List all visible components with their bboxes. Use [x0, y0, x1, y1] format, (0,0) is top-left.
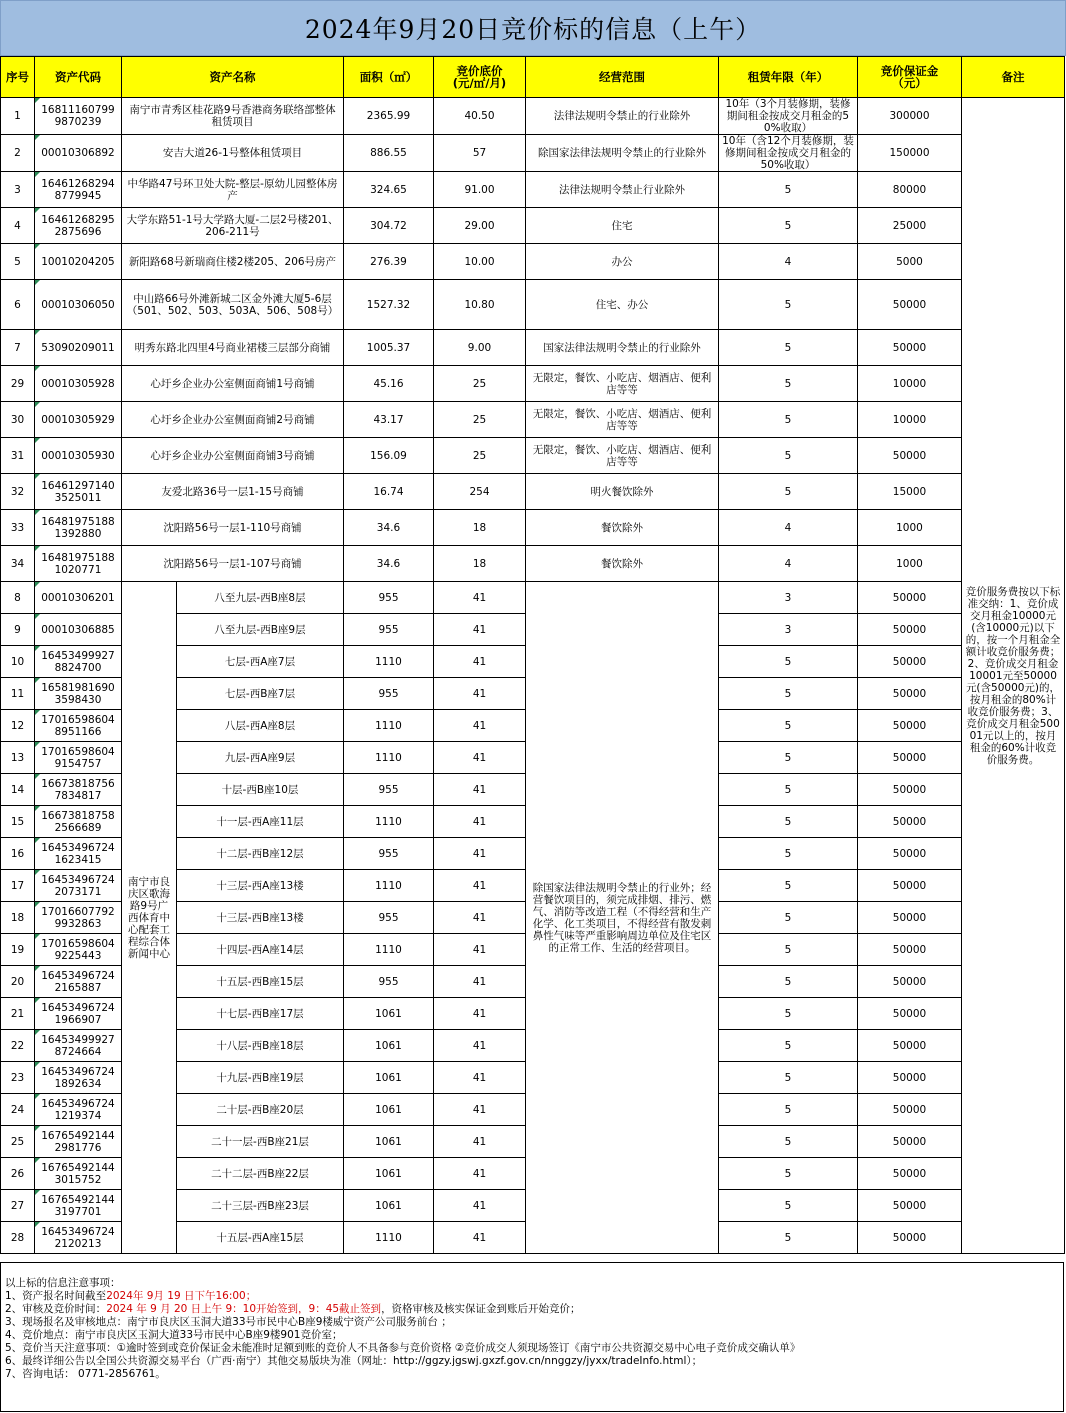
reserve-price: 25: [434, 366, 526, 402]
asset-area: 1110: [344, 646, 434, 678]
asset-name: 友爱北路36号一层1-15号商铺: [122, 474, 344, 510]
reserve-price: 41: [434, 678, 526, 710]
reserve-price: 254: [434, 474, 526, 510]
table-row: [1, 135, 1065, 172]
lease-term: 5: [719, 742, 858, 774]
reserve-price: 41: [434, 966, 526, 998]
lease-term: 5: [719, 838, 858, 870]
asset-sub-name: 十九层-西B座19层: [177, 1062, 344, 1094]
note-4: 4、竞价地点：南宁市良庆区玉洞大道33号市民中心B座9楼901竞价室；: [5, 1329, 343, 1341]
asset-code: 170165986049154757: [35, 742, 122, 774]
sheet-title: 2024年9月20日竞价标的信息（上午）: [0, 0, 1066, 56]
row-no: 15: [1, 806, 35, 838]
deposit: 50000: [858, 614, 962, 646]
lease-term: 5: [719, 998, 858, 1030]
asset-area: 1110: [344, 806, 434, 838]
deposit: 50000: [858, 998, 962, 1030]
header-row: [1, 57, 1065, 98]
asset-code: 00010306892: [35, 135, 122, 172]
table-row: [1, 438, 1065, 474]
asset-area: 1110: [344, 934, 434, 966]
asset-area: 955: [344, 774, 434, 806]
asset-name: 新阳路68号新瑞商住楼2楼205、206号房产: [122, 244, 344, 280]
table-row: [1, 366, 1065, 402]
asset-code: 167654921443015752: [35, 1158, 122, 1190]
note-2-time: 2024 年 9 月 20 日上午 9：10开始签到，9：45截止签到: [106, 1303, 382, 1315]
lease-term: 5: [719, 806, 858, 838]
deposit: 50000: [858, 280, 962, 330]
asset-code: 164534999278824700: [35, 646, 122, 678]
asset-name: 大学东路51-1号大学路大厦-二层2号楼201、206-211号: [122, 208, 344, 244]
table-row: [1, 402, 1065, 438]
col-header-price: [434, 57, 526, 98]
asset-area: 1110: [344, 870, 434, 902]
asset-code: 166738187582566689: [35, 806, 122, 838]
row-no: 30: [1, 402, 35, 438]
reserve-price: 57: [434, 135, 526, 172]
note-2-text: 2、审核及竞价时间：: [5, 1303, 107, 1315]
reserve-price: 41: [434, 1190, 526, 1222]
asset-code: 00010305930: [35, 438, 122, 474]
asset-area: 955: [344, 902, 434, 934]
business-scope: 明火餐饮除外: [526, 474, 719, 510]
asset-sub-name: 二十二层-西B座22层: [177, 1158, 344, 1190]
reserve-price: 18: [434, 510, 526, 546]
table-row: [1, 280, 1065, 330]
table-row: [1, 244, 1065, 280]
lease-term: 5: [719, 1158, 858, 1190]
lease-term: 5: [719, 870, 858, 902]
asset-area: 276.39: [344, 244, 434, 280]
business-scope: 办公: [526, 244, 719, 280]
asset-sub-name: 二十层-西B座20层: [177, 1094, 344, 1126]
table-row: [1, 474, 1065, 510]
row-no: 2: [1, 135, 35, 172]
table-row: [1, 98, 1065, 135]
asset-code: 164534967242073171: [35, 870, 122, 902]
row-no: 10: [1, 646, 35, 678]
asset-area: 955: [344, 678, 434, 710]
reserve-price: 41: [434, 614, 526, 646]
asset-area: 955: [344, 838, 434, 870]
note-6: 6、最终详细公告以全国公共资源交易平台（广西·南宁）其他交易版块为准（网址：http://ggzy.jgswj.gxzf.gov.cn/nnggzy/jyxx/tradeInfo.html）；: [5, 1355, 703, 1367]
group-asset-name: 南宁市良庆区歌海路9号广西体育中心配套工程综合体新闻中心: [122, 582, 177, 1254]
deposit: 25000: [858, 208, 962, 244]
deposit: 10000: [858, 366, 962, 402]
asset-sub-name: 十二层-西B座12层: [177, 838, 344, 870]
asset-code: 167654921443197701: [35, 1190, 122, 1222]
lease-term: 5: [719, 1190, 858, 1222]
business-scope: 法律法规明令禁止的行业除外: [526, 98, 719, 135]
lease-term: 4: [719, 546, 858, 582]
table-row: [1, 208, 1065, 244]
lease-term: 5: [719, 678, 858, 710]
row-no: 25: [1, 1126, 35, 1158]
lease-term: 5: [719, 330, 858, 366]
asset-sub-name: 十五层-西B座15层: [177, 966, 344, 998]
deposit: 50000: [858, 1222, 962, 1254]
reserve-price: 40.50: [434, 98, 526, 135]
asset-name: 心圩乡企业办公室侧面商铺3号商铺: [122, 438, 344, 474]
asset-name: 心圩乡企业办公室侧面商铺1号商铺: [122, 366, 344, 402]
asset-area: 156.09: [344, 438, 434, 474]
asset-area: 43.17: [344, 402, 434, 438]
deposit: 150000: [858, 135, 962, 172]
note-1: [5, 1290, 1063, 1303]
asset-sub-name: 十一层-西A座11层: [177, 806, 344, 838]
asset-area: 955: [344, 966, 434, 998]
asset-code: 165819816903598430: [35, 678, 122, 710]
asset-code: 164612971403525011: [35, 474, 122, 510]
asset-code: 164534967242165887: [35, 966, 122, 998]
deposit: 50000: [858, 1030, 962, 1062]
reserve-price: 41: [434, 998, 526, 1030]
asset-code: 164612682948779945: [35, 172, 122, 208]
row-no: 12: [1, 710, 35, 742]
asset-area: 955: [344, 614, 434, 646]
reserve-price: 41: [434, 1222, 526, 1254]
asset-sub-name: 十三层-西B座13楼: [177, 902, 344, 934]
reserve-price: 18: [434, 546, 526, 582]
asset-sub-name: 十五层-西A座15层: [177, 1222, 344, 1254]
col-header-area: 面积（㎡）: [344, 57, 434, 98]
deposit-header-line1: 竞价保证金: [880, 64, 939, 78]
asset-name: 沈阳路56号一层1-110号商铺: [122, 510, 344, 546]
asset-code: 00010305928: [35, 366, 122, 402]
deposit: 50000: [858, 774, 962, 806]
row-no: 8: [1, 582, 35, 614]
row-no: 33: [1, 510, 35, 546]
table-row: [1, 510, 1065, 546]
business-scope: 无限定，餐饮、小吃店、烟酒店、便利店等等: [526, 402, 719, 438]
asset-name: 中山路66号外滩新城二区金外滩大厦5-6层（501、502、503、503A、506、508号）: [122, 280, 344, 330]
business-scope: 法律法规明令禁止行业除外: [526, 172, 719, 208]
row-no: 16: [1, 838, 35, 870]
asset-area: 1061: [344, 1030, 434, 1062]
business-scope: 住宅: [526, 208, 719, 244]
asset-area: 34.6: [344, 546, 434, 582]
asset-code: 10010204205: [35, 244, 122, 280]
lease-term: 4: [719, 510, 858, 546]
row-no: 34: [1, 546, 35, 582]
asset-area: 324.65: [344, 172, 434, 208]
business-scope: 无限定，餐饮、小吃店、烟酒店、便利店等等: [526, 366, 719, 402]
reserve-price: 41: [434, 806, 526, 838]
col-header-name: 资产名称: [122, 57, 344, 98]
lease-term: 10年（含12个月装修期，装修期间租金按成交月租金的50%收取）: [719, 135, 858, 172]
deposit: 50000: [858, 438, 962, 474]
reserve-price: 41: [434, 582, 526, 614]
asset-area: 1005.37: [344, 330, 434, 366]
business-scope: 除国家法律法规明令禁止的行业除外: [526, 135, 719, 172]
col-header-scope: 经营范围: [526, 57, 719, 98]
remark-cell: 竞价服务费按以下标准交纳：1、竞价成交月租金10000元(含10000元)以下的，按一个月租金全额计收竞价服务费；2、竞价成交月租金10001元至50000元(含50000元)的，按月租金的80%计收竞价服务费；3、竞价成交月租金50001元以上的，按月租金的60%计收竞价服务费。: [962, 98, 1065, 1254]
asset-area: 304.72: [344, 208, 434, 244]
col-header-deposit: [858, 57, 962, 98]
col-header-code: 资产代码: [35, 57, 122, 98]
deposit: 300000: [858, 98, 962, 135]
asset-code: 00010306201: [35, 582, 122, 614]
row-no: 1: [1, 98, 35, 135]
asset-sub-name: 十七层-西B座17层: [177, 998, 344, 1030]
asset-code: 164534967242120213: [35, 1222, 122, 1254]
deposit: 15000: [858, 474, 962, 510]
reserve-price: 41: [434, 1062, 526, 1094]
deposit: 80000: [858, 172, 962, 208]
lease-term: 5: [719, 474, 858, 510]
deposit: 50000: [858, 330, 962, 366]
asset-code: 164534967241892634: [35, 1062, 122, 1094]
lease-term: 5: [719, 646, 858, 678]
reserve-price: 41: [434, 774, 526, 806]
reserve-price: 41: [434, 934, 526, 966]
lease-term: 5: [719, 1030, 858, 1062]
asset-code: 164534967241219374: [35, 1094, 122, 1126]
deposit: 50000: [858, 1094, 962, 1126]
reserve-price: 41: [434, 1030, 526, 1062]
lease-term: 5: [719, 902, 858, 934]
deposit: 5000: [858, 244, 962, 280]
row-no: 23: [1, 1062, 35, 1094]
asset-name: 心圩乡企业办公室侧面商铺2号商铺: [122, 402, 344, 438]
asset-area: 1527.32: [344, 280, 434, 330]
table-row: [1, 582, 1065, 614]
asset-sub-name: 十八层-西B座18层: [177, 1030, 344, 1062]
deposit: 50000: [858, 934, 962, 966]
lease-term: 5: [719, 402, 858, 438]
row-no: 6: [1, 280, 35, 330]
note-2-suffix: ，资格审核及核实保证金到账后开始竞价；: [381, 1303, 581, 1315]
reserve-price: 41: [434, 870, 526, 902]
asset-area: 16.74: [344, 474, 434, 510]
row-no: 7: [1, 330, 35, 366]
asset-code: 164819751881020771: [35, 546, 122, 582]
asset-code: 164534999278724664: [35, 1030, 122, 1062]
auction-table: [0, 56, 1065, 1254]
note-3: 3、现场报名及审核地点：南宁市良庆区玉洞大道33号市民中心B座9楼威宁资产公司服务前台 ；: [5, 1316, 452, 1328]
reserve-price: 9.00: [434, 330, 526, 366]
price-header-line2: (元/㎡/月): [452, 76, 507, 90]
row-no: 9: [1, 614, 35, 646]
row-no: 32: [1, 474, 35, 510]
asset-sub-name: 八层-西A座8层: [177, 710, 344, 742]
reserve-price: 41: [434, 646, 526, 678]
lease-term: 5: [719, 934, 858, 966]
asset-code: 164612682952875696: [35, 208, 122, 244]
business-scope: 餐饮除外: [526, 510, 719, 546]
row-no: 14: [1, 774, 35, 806]
asset-code: 168111607999870239: [35, 98, 122, 135]
lease-term: 10年（3个月装修期，装修期间租金按成交月租金的50%收取）: [719, 98, 858, 135]
deposit: 50000: [858, 582, 962, 614]
asset-code: 00010305929: [35, 402, 122, 438]
note-1-deadline: 2024年 9月 19 日下午16:00；: [106, 1290, 257, 1302]
note-7: 7、咨询电话： 0771-2856761。: [5, 1368, 166, 1380]
notes-heading: 以上标的信息注意事项：: [5, 1277, 121, 1289]
asset-area: 2365.99: [344, 98, 434, 135]
row-no: 21: [1, 998, 35, 1030]
row-no: 4: [1, 208, 35, 244]
asset-area: 34.6: [344, 510, 434, 546]
table-row: [1, 546, 1065, 582]
asset-code: 170166077929932863: [35, 902, 122, 934]
row-no: 3: [1, 172, 35, 208]
asset-area: 1061: [344, 1158, 434, 1190]
asset-area: 1061: [344, 1062, 434, 1094]
lease-term: 5: [719, 208, 858, 244]
asset-area: 1110: [344, 742, 434, 774]
row-no: 31: [1, 438, 35, 474]
asset-sub-name: 八至九层-西B座8层: [177, 582, 344, 614]
asset-area: 955: [344, 582, 434, 614]
asset-name: 明秀东路北四里4号商业裙楼三层部分商铺: [122, 330, 344, 366]
row-no: 18: [1, 902, 35, 934]
asset-code: 00010306050: [35, 280, 122, 330]
row-no: 19: [1, 934, 35, 966]
deposit: 1000: [858, 510, 962, 546]
asset-area: 1110: [344, 710, 434, 742]
lease-term: 5: [719, 1222, 858, 1254]
row-no: 26: [1, 1158, 35, 1190]
reserve-price: 25: [434, 438, 526, 474]
asset-code: 166738187567834817: [35, 774, 122, 806]
col-header-no: 序号: [1, 57, 35, 98]
deposit: 50000: [858, 1190, 962, 1222]
asset-code: 164819751881392880: [35, 510, 122, 546]
reserve-price: 41: [434, 838, 526, 870]
deposit: 50000: [858, 646, 962, 678]
asset-sub-name: 八至九层-西B座9层: [177, 614, 344, 646]
reserve-price: 41: [434, 1158, 526, 1190]
notes-section: [0, 1262, 1064, 1412]
lease-term: 5: [719, 172, 858, 208]
note-1-text: 1、资产报名时间截至: [5, 1290, 107, 1302]
asset-area: 1061: [344, 998, 434, 1030]
asset-code: 164534967241966907: [35, 998, 122, 1030]
asset-sub-name: 十四层-西A座14层: [177, 934, 344, 966]
lease-term: 5: [719, 1094, 858, 1126]
asset-code: 164534967241623415: [35, 838, 122, 870]
business-scope: 国家法律法规明令禁止的行业除外: [526, 330, 719, 366]
deposit: 50000: [858, 1062, 962, 1094]
asset-sub-name: 十层-西B座10层: [177, 774, 344, 806]
reserve-price: 41: [434, 1094, 526, 1126]
business-scope: 住宅、办公: [526, 280, 719, 330]
reserve-price: 10.00: [434, 244, 526, 280]
group-business-scope: 除国家法律法规明令禁止的行业外；经营餐饮项目的，须完成排烟、排污、燃气、消防等改造工程（不得经营和生产化学、化工类项目，不得经营有散发刺鼻性气味等严重影响周边单位及住宅区的正常工作、生活的经营项目。: [526, 582, 719, 1254]
deposit: 50000: [858, 710, 962, 742]
row-no: 28: [1, 1222, 35, 1254]
deposit: 50000: [858, 838, 962, 870]
row-no: 5: [1, 244, 35, 280]
lease-term: 3: [719, 582, 858, 614]
row-no: 13: [1, 742, 35, 774]
reserve-price: 29.00: [434, 208, 526, 244]
asset-code: 53090209011: [35, 330, 122, 366]
asset-code: 00010306885: [35, 614, 122, 646]
asset-area: 45.16: [344, 366, 434, 402]
deposit: 1000: [858, 546, 962, 582]
row-no: 24: [1, 1094, 35, 1126]
asset-code: 170165986048951166: [35, 710, 122, 742]
row-no: 11: [1, 678, 35, 710]
reserve-price: 41: [434, 710, 526, 742]
lease-term: 5: [719, 1126, 858, 1158]
reserve-price: 41: [434, 902, 526, 934]
asset-sub-name: 二十三层-西B座23层: [177, 1190, 344, 1222]
lease-term: 4: [719, 244, 858, 280]
asset-sub-name: 十三层-西A座13楼: [177, 870, 344, 902]
asset-area: 886.55: [344, 135, 434, 172]
asset-sub-name: 九层-西A座9层: [177, 742, 344, 774]
lease-term: 5: [719, 774, 858, 806]
price-header-line1: 竞价底价: [456, 64, 503, 78]
asset-name: 中华路47号环卫处大院-整层-原幼儿园整体房产: [122, 172, 344, 208]
row-no: 29: [1, 366, 35, 402]
reserve-price: 41: [434, 742, 526, 774]
deposit: 50000: [858, 678, 962, 710]
business-scope: 餐饮除外: [526, 546, 719, 582]
reserve-price: 10.80: [434, 280, 526, 330]
table-row: [1, 172, 1065, 208]
asset-name: 安吉大道26-1号整体租赁项目: [122, 135, 344, 172]
asset-area: 1061: [344, 1190, 434, 1222]
deposit: 50000: [858, 1158, 962, 1190]
row-no: 27: [1, 1190, 35, 1222]
deposit: 10000: [858, 402, 962, 438]
reserve-price: 41: [434, 1126, 526, 1158]
lease-term: 5: [719, 966, 858, 998]
asset-code: 167654921442981776: [35, 1126, 122, 1158]
lease-term: 5: [719, 280, 858, 330]
asset-sub-name: 二十一层-西B座21层: [177, 1126, 344, 1158]
col-header-remark: 备注: [962, 57, 1065, 98]
table-body: [1, 98, 1065, 1254]
reserve-price: 25: [434, 402, 526, 438]
row-no: 20: [1, 966, 35, 998]
asset-area: 1110: [344, 1222, 434, 1254]
lease-term: 5: [719, 366, 858, 402]
lease-term: 3: [719, 614, 858, 646]
note-5: 5、竞价当天注意事项：①逾时签到或竞价保证金未能准时足额到账的竞价人不具备参与竞价资格 ②竞价成交人须现场签订《南宁市公共资源交易中心电子竞价成交确认单》: [5, 1342, 801, 1354]
deposit: 50000: [858, 870, 962, 902]
deposit: 50000: [858, 806, 962, 838]
table-row: [1, 330, 1065, 366]
asset-sub-name: 七层-西B座7层: [177, 678, 344, 710]
asset-code: 170165986049225443: [35, 934, 122, 966]
deposit: 50000: [858, 742, 962, 774]
asset-name: 南宁市青秀区桂花路9号香港商务联络部整体租赁项目: [122, 98, 344, 135]
asset-area: 1061: [344, 1094, 434, 1126]
business-scope: 无限定，餐饮、小吃店、烟酒店、便利店等等: [526, 438, 719, 474]
reserve-price: 91.00: [434, 172, 526, 208]
row-no: 17: [1, 870, 35, 902]
deposit: 50000: [858, 1126, 962, 1158]
deposit-header-line2: （元）: [892, 76, 927, 90]
asset-area: 1061: [344, 1126, 434, 1158]
lease-term: 5: [719, 1062, 858, 1094]
note-2: [5, 1303, 1063, 1316]
deposit: 50000: [858, 966, 962, 998]
col-header-term: 租赁年限（年）: [719, 57, 858, 98]
row-no: 22: [1, 1030, 35, 1062]
asset-name: 沈阳路56号一层1-107号商铺: [122, 546, 344, 582]
asset-sub-name: 七层-西A座7层: [177, 646, 344, 678]
lease-term: 5: [719, 438, 858, 474]
lease-term: 5: [719, 710, 858, 742]
deposit: 50000: [858, 902, 962, 934]
